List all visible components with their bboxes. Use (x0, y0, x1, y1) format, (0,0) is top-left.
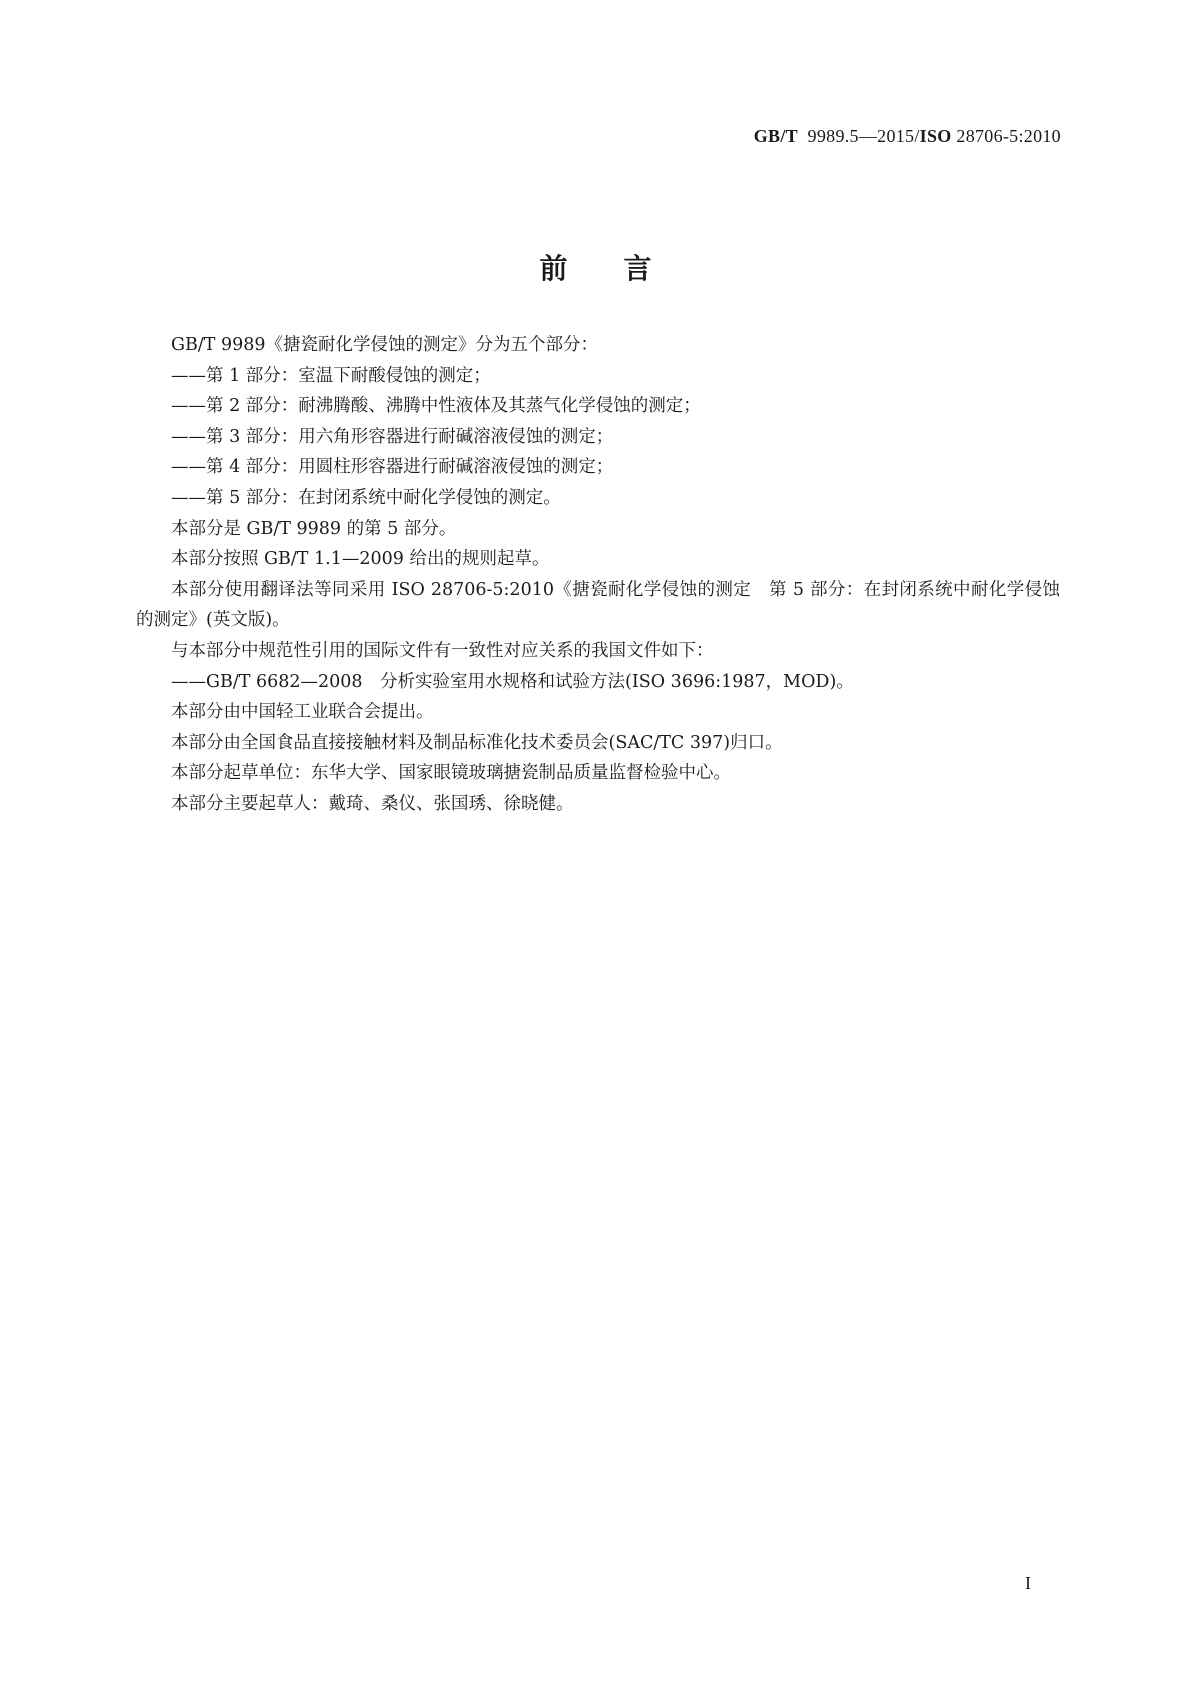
header-gbt-label: GB/T (753, 126, 798, 146)
body-paragraph: 与本部分中规范性引用的国际文件有一致性对应关系的我国文件如下： (171, 640, 714, 661)
body-paragraph: 本部分由全国食品直接接触材料及制品标准化技术委员会(SAC/TC 397)归口。 (171, 732, 783, 753)
body-paragraph: 本部分由中国轻工业联合会提出。 (171, 702, 434, 723)
intro-paragraph: GB/T 9989《搪瓷耐化学侵蚀的测定》分为五个部分： (171, 335, 599, 355)
body-paragraph: 本部分使用翻译法等同采用 ISO 28706-5:2010《搪瓷耐化学侵蚀的测定 第 5 部分：在封闭系统中耐化学侵蚀的测定》(英文版)。 (136, 579, 1060, 631)
header-standard-number: 9989.5—2015/ (807, 126, 920, 146)
reference-list-item: ——GB/T 6682—2008 分析实验室用水规格和试验方法(ISO 3696:1987，MOD)。 (171, 671, 854, 692)
header-iso-label: ISO (919, 126, 952, 146)
page-number: I (1025, 1573, 1031, 1593)
part-list-item: ——第 4 部分：用圆柱形容器进行耐碱溶液侵蚀的测定； (171, 457, 614, 478)
body-paragraph: 本部分是 GB/T 9989 的第 5 部分。 (171, 518, 457, 539)
part-list-item: ——第 1 部分：室温下耐酸侵蚀的测定； (171, 365, 491, 386)
part-list-item: ——第 3 部分：用六角形容器进行耐碱溶液侵蚀的测定； (171, 426, 614, 447)
body-paragraph: 本部分主要起草人：戴琦、桑仪、张国琇、徐晓健。 (171, 793, 574, 814)
page-title: 前言 (539, 251, 708, 285)
part-list-item: ——第 5 部分：在封闭系统中耐化学侵蚀的测定。 (171, 487, 561, 508)
standard-code-header (754, 126, 1061, 147)
foreword-body (136, 330, 1060, 820)
body-paragraph: 本部分按照 GB/T 1.1—2009 给出的规则起草。 (171, 549, 550, 570)
body-paragraph: 本部分起草单位：东华大学、国家眼镜玻璃搪瓷制品质量监督检验中心。 (171, 763, 731, 784)
part-list-item: ——第 2 部分：耐沸腾酸、沸腾中性液体及其蒸气化学侵蚀的测定； (171, 396, 701, 417)
header-iso-number: 28706-5:2010 (956, 126, 1061, 146)
